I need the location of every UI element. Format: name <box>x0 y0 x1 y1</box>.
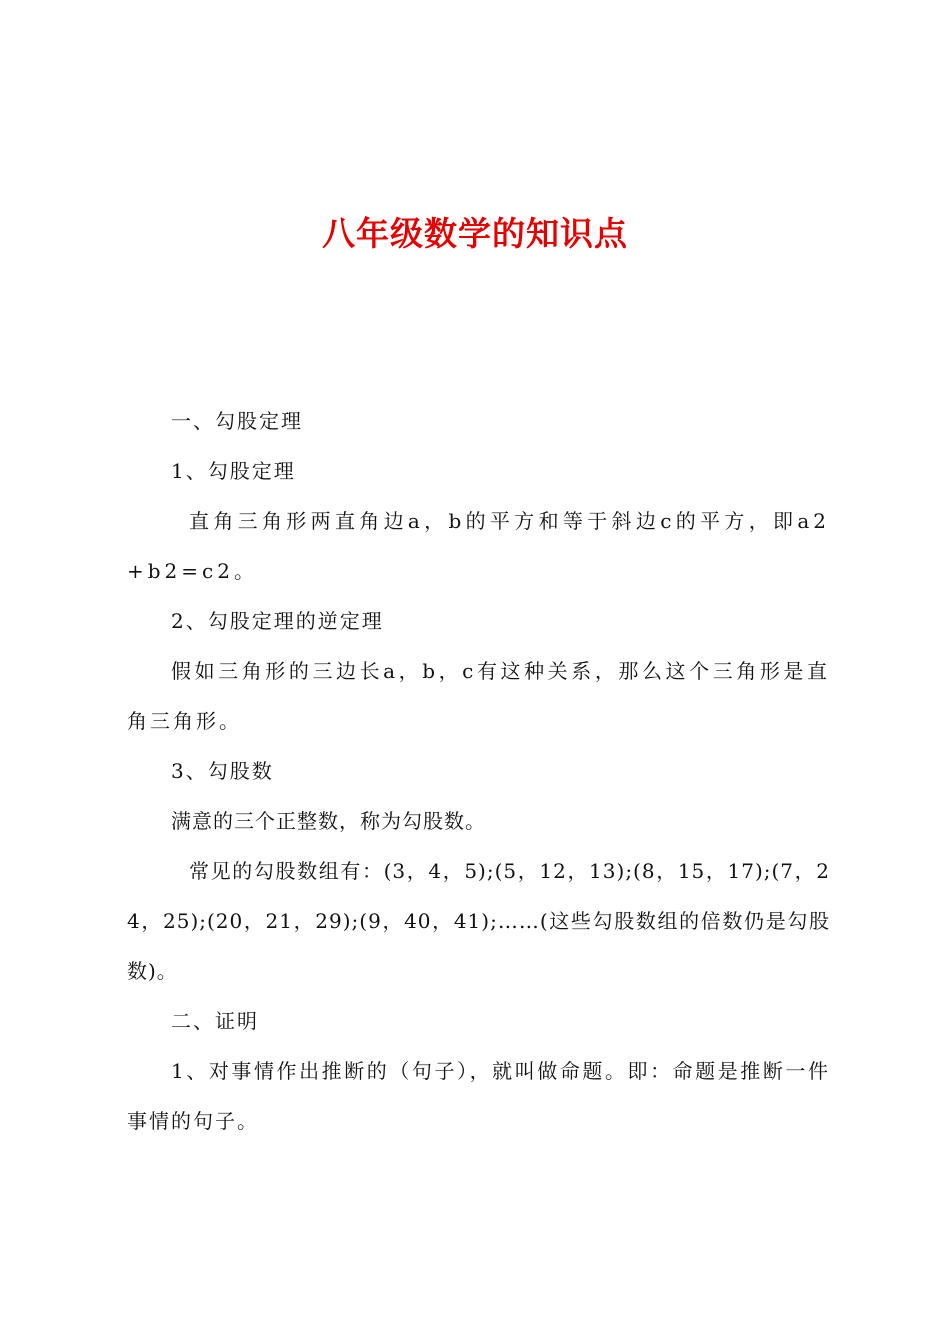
document-title: 八年级数学的知识点 <box>322 214 628 253</box>
paragraph-converse-theorem: 假如三角形的三边长a，b，c有这种关系，那么这个三角形是直角三角形。 <box>127 659 830 733</box>
section-heading-1: 一、勾股定理 <box>171 409 303 433</box>
section-heading-2: 二、证明 <box>171 1009 259 1033</box>
paragraph-proposition-definition: 1、对事情作出推断的（句子），就叫做命题。即：命题是推断一件事情的句子。 <box>127 1059 830 1133</box>
paragraph-common-triples: 常见的勾股数组有：(3，4，5);(5，12，13);(8，15，17);(7，24，25);(20，21，29);(9，40，41);……(这些勾股数组的倍数仍是勾股数)。 <box>127 859 830 983</box>
paragraph-pythagorean-theorem: 直角三角形两直角边a，b的平方和等于斜边c的平方，即a2+b2=c2。 <box>127 509 830 583</box>
paragraph-pythagorean-triples-definition: 满意的三个正整数，称为勾股数。 <box>171 809 486 833</box>
document-body <box>127 396 830 1146</box>
subsection-heading-1-3: 3、勾股数 <box>171 759 274 783</box>
subsection-heading-1-2: 2、勾股定理的逆定理 <box>171 609 384 633</box>
subsection-heading-1-1: 1、勾股定理 <box>171 459 296 483</box>
